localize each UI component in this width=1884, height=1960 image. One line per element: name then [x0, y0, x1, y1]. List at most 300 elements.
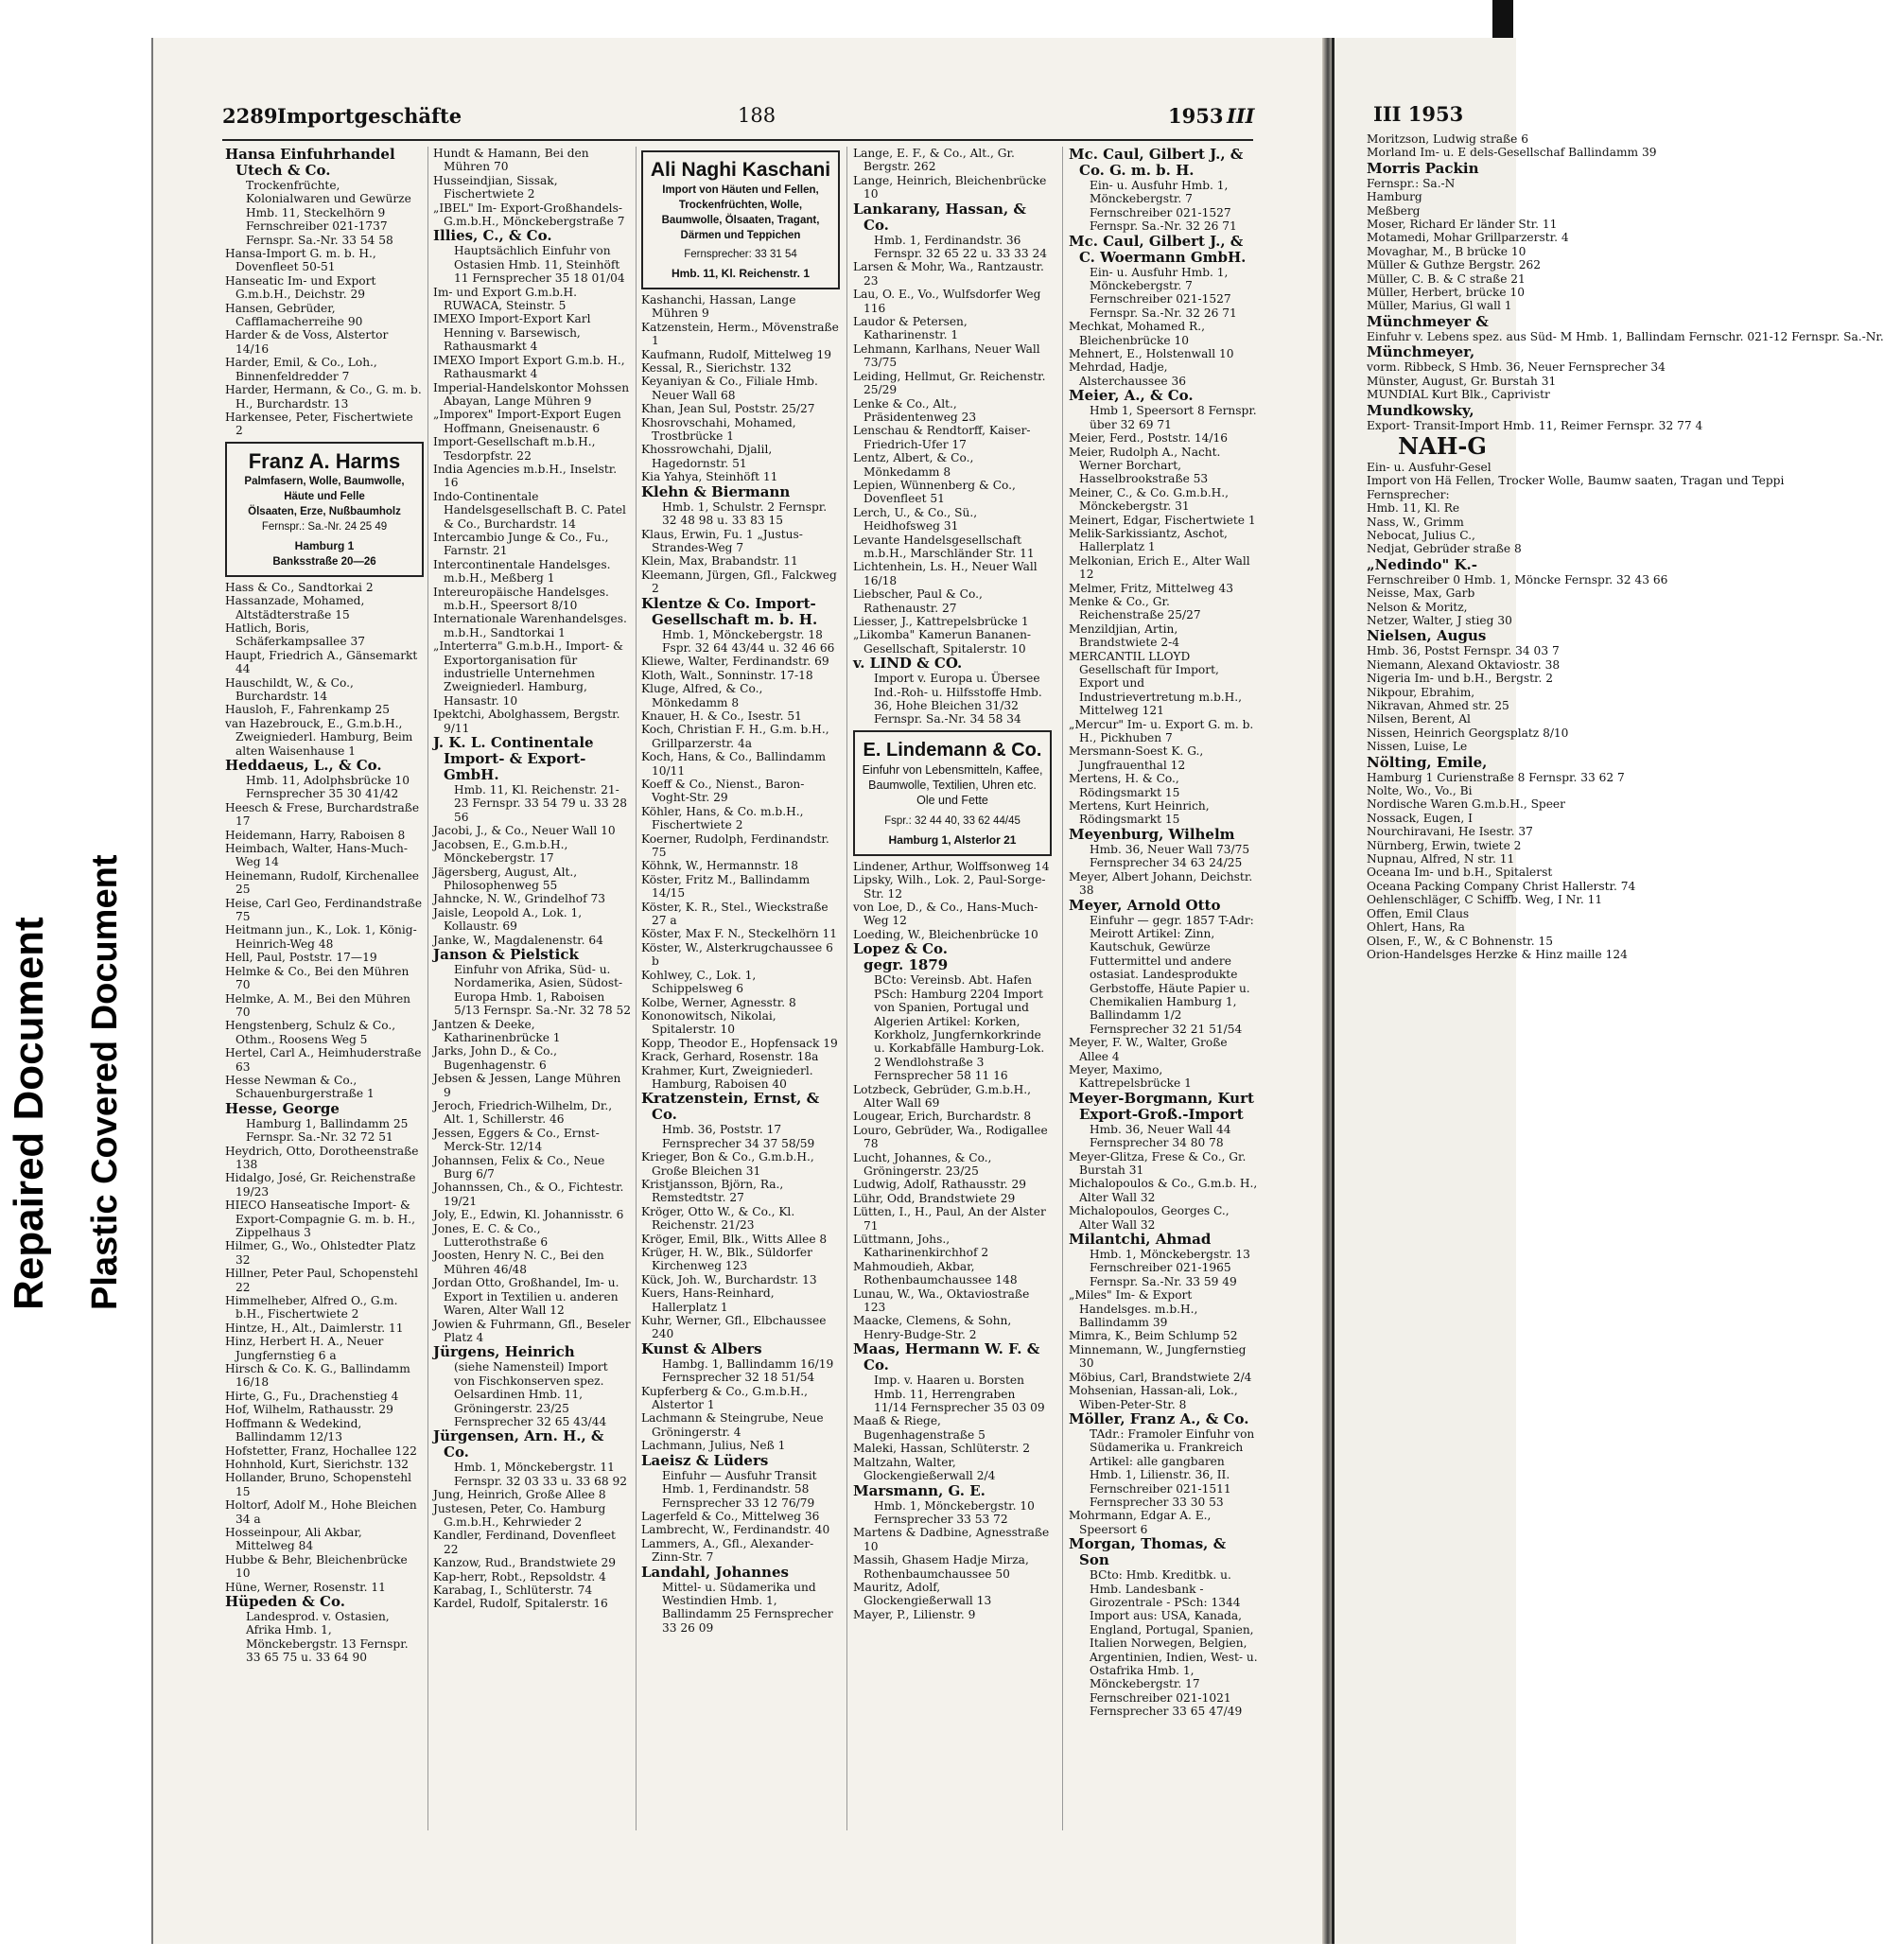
header-rule	[222, 139, 1253, 141]
listing: Imperial-Handelskontor Mohssen Abayan, Lange Mühren 9	[433, 380, 630, 408]
listing: Krieger, Bon & Co., G.m.b.H., Große Bleichen 31	[641, 1150, 814, 1178]
listing: Hirte, G., Fu., Drachenstieg 4	[225, 1389, 399, 1403]
listing-heading: Marsmann, G. E.	[853, 1481, 986, 1499]
listing: Loeding, W., Bleichenbrücke 10	[853, 927, 1038, 941]
listing: Hansa-Import G. m. b. H., Dovenfleet 50-51	[225, 247, 376, 274]
facing-listing: Nedjat, Gebrüder straße 8	[1367, 542, 1522, 556]
listing: Lütten, I., H., Paul, An der Alster 71	[853, 1205, 1046, 1233]
listing: HIECO Hanseatische Import- & Export-Compagnie G. m. b. H., Zippelhaus 3	[225, 1199, 415, 1239]
plastic-covered-stamp: Plastic Covered Document	[85, 854, 125, 1310]
listing: Michalopoulos, Georges C., Alter Wall 32	[1069, 1204, 1230, 1232]
listing: Köster, W., Alsterkrugchaussee 6 b	[641, 940, 833, 969]
listing: Jarks, John D., & Co., Bugenhagenstr. 6	[433, 1044, 558, 1072]
facing-listing: Netzer, Walter, J stieg 30	[1367, 613, 1512, 627]
listing: Möbius, Carl, Brandstwiete 2/4	[1069, 1370, 1252, 1384]
listing-detail: Einfuhr — gegr. 1857 T-Adr: Meirott Artikel: Zinn, Kautschuk, Gewürze Futtermittel und andere ostasiat. Landesprodukte Gerbstoffe, Häute Papier u. Chemikalien Hamburg 1, Ballindamm 1/2 Fernsprecher 32 21 51/54	[1090, 913, 1254, 1036]
listing-detail: Trockenfrüchte, Kolonialwaren und Gewürze Hmb. 11, Steckelhörn 9 Fernschreiber 021-1737 Fernspr. Sa.-Nr. 33 54 58	[246, 179, 411, 247]
listing: Mechkat, Mohamed R., Bleichenbrücke 10	[1069, 320, 1205, 347]
listing-heading: Klentze & Co. Import-Gesellschaft m. b. H.	[641, 594, 818, 628]
listing: Kashanchi, Hassan, Lange Mühren 9	[641, 293, 796, 321]
listing: Liebscher, Paul & Co., Rathenaustr. 27	[853, 587, 983, 615]
listing: Koerner, Rudolph, Ferdinandstr. 75	[641, 831, 829, 860]
listing: Hanseatic Im- und Export G.m.b.H., Deichstr. 29	[225, 273, 376, 302]
ad-address: Hamburg 1, Alsterlor 21	[888, 832, 1017, 847]
listing: Hirsch & Co. K. G., Ballindamm 16/18	[225, 1362, 410, 1390]
listing-detail: Hmb. 1, Mönckebergstr. 18 Fspr. 32 64 43/44 u. 32 46 66	[662, 627, 835, 655]
facing-listing: Hamburg 1 Curienstraße 8 Fernspr. 33 62 7	[1367, 770, 1625, 784]
facing-listing: Nielsen, Augus	[1367, 627, 1487, 645]
facing-listing: Morland Im- u. E dels-Gesellschaf Ballindamm 39	[1367, 146, 1657, 160]
facing-listing: Ohlert, Hans, Ra	[1367, 920, 1465, 935]
listing: Lichtenhein, Ls. H., Neuer Wall 16/18	[853, 560, 1038, 587]
listing-heading: Klehn & Biermann	[641, 482, 791, 500]
facing-listing: Hmb. 36, Postst Fernspr. 34 03 7	[1367, 644, 1560, 658]
listing: Hinz, Herbert H. A., Neuer Jungfernstieg 6 a	[225, 1335, 384, 1362]
listing-detail: Hmb. 1, Mönckebergstr. 13 Fernschreiber 021-1965 Fernspr. Sa.-Nr. 33 59 49	[1090, 1248, 1250, 1288]
listing-detail: Hmb. 1, Schulstr. 2 Fernspr. 32 48 98 u. 33 83 15	[662, 499, 828, 528]
listing: Mersmann-Soest K. G., Jungfrauenthal 12	[1069, 744, 1204, 772]
listing: Khossrowchahi, Djalil, Hagedornstr. 51	[641, 443, 773, 470]
listing: Minnemann, W., Jungfernstieg 30	[1069, 1342, 1247, 1371]
listing: Jones, E. C. & Co., Lutterothstraße 6	[433, 1221, 549, 1250]
listing: Meinert, Edgar, Fischertwiete 1	[1069, 513, 1256, 527]
listing: Maacke, Clemens, & Sohn, Henry-Budge-Str. 2	[853, 1314, 1012, 1341]
listing: Mauritz, Adolf, Glockengießerwall 13	[853, 1580, 992, 1608]
listing: Hollander, Bruno, Schopenstehl 15	[225, 1471, 412, 1498]
listing: Hausloh, F., Fahrenkamp 25	[225, 703, 391, 717]
ad-address: Hmb. 11, Kl. Reichenstr. 1	[671, 267, 811, 280]
facing-listing: Fernsprecher:	[1367, 487, 1450, 501]
listing: Kupferberg & Co., G.m.b.H., Alstertor 1	[641, 1384, 809, 1412]
advertisement-box	[853, 730, 1052, 856]
listing: „Imporex" Import-Export Eugen Hoffmann, Gneisenaustr. 6	[433, 408, 621, 435]
listing-detail: Imp. v. Haaren u. Borsten Hmb. 11, Herrengraben 11/14 Fernsprecher 35 03 09	[874, 1374, 1045, 1415]
ad-title: Franz A. Harms	[248, 448, 401, 473]
listing: „IBEL" Im- Export-Großhandels-G.m.b.H., Mönckebergstraße 7	[433, 201, 625, 229]
listing: Meiner, C., & Co. G.m.b.H., Mönckebergstr. 31	[1069, 485, 1229, 514]
ad-text: Palmfasern, Wolle, Baumwolle, Häute und Felle	[244, 475, 405, 502]
listing-heading: Kratzenstein, Ernst, & Co.	[641, 1090, 820, 1124]
listing: Mertens, H. & Co., Rödingsmarkt 15	[1069, 772, 1180, 799]
listing: Hatlich, Boris, Schäferkampsallee 37	[225, 621, 365, 649]
listing: Jeroch, Friedrich-Wilhelm, Dr., Alt. 1, Schillerstr. 46	[433, 1099, 613, 1127]
listing-heading: Meyer-Borgmann, Kurt Export-Groß.-Import	[1069, 1089, 1254, 1123]
listing-subheading: gegr. 1879	[864, 956, 949, 974]
listing: Kück, Joh. W., Burchardstr. 13	[641, 1272, 817, 1286]
facing-listing: Export- Transit-Import Hmb. 11, Reimer Fernspr. 32 77 4	[1367, 418, 1703, 432]
listing-heading: Heddaeus, L., & Co.	[225, 757, 382, 774]
listing: India Agencies m.b.H., Inselstr. 16	[433, 462, 618, 490]
listing: Meier, Rudolph A., Nacht. Werner Borchart, Hasselbrookstraße 53	[1069, 445, 1221, 486]
listing-heading: v. LIND & CO.	[853, 655, 963, 673]
listing: Khan, Jean Sul, Poststr. 25/27	[641, 402, 815, 416]
ad-phone: Fernspr.: Sa.-Nr. 24 25 49	[261, 520, 388, 533]
listing: Import-Gesellschaft m.b.H., Tesdorpfstr. 22	[433, 435, 596, 463]
listing: Internationale Warenhandelsges. m.b.H., Sandtorkai 1	[433, 612, 627, 639]
facing-listing: NAH-G	[1398, 431, 1487, 460]
listing: Heidemann, Harry, Raboisen 8	[225, 828, 406, 842]
facing-listing: Oceana Packing Company Christ Hallerstr. 74	[1367, 879, 1636, 893]
facing-listing: vorm. Ribbeck, S Hmb. 36, Neuer Fernsprecher 34	[1367, 360, 1666, 375]
listing-heading: Hansa Einfuhrhandel	[225, 146, 395, 163]
listing: Lachmann & Steingrube, Neue Gröningerstr. 4	[641, 1411, 824, 1439]
listing: Kononowitsch, Nikolai, Spitalerstr. 10	[641, 1008, 776, 1037]
facing-listing: Nölting, Emile,	[1367, 753, 1488, 771]
listing: Lange, Heinrich, Bleichenbrücke 10	[853, 173, 1047, 201]
listing-heading: Jürgensen, Arn. H., & Co.	[433, 1427, 604, 1461]
listing: Joosten, Henry N. C., Bei den Mühren 46/48	[433, 1249, 604, 1276]
listing: Köster, K. R., Stel., Wieckstraße 27 a	[641, 900, 829, 928]
listing-detail: Hmb. 1, Mönckebergstr. 10 Fernsprecher 33 53 72	[874, 1498, 1035, 1526]
facing-listing: Morris Packin	[1367, 159, 1479, 177]
listing-detail: Hmb. 36, Neuer Wall 44 Fernsprecher 34 80 78	[1090, 1122, 1231, 1150]
facing-listing: Nissen, Heinrich Georgsplatz 8/10	[1367, 726, 1569, 740]
listing: Michalopoulos & Co., G.m.b. H., Alter Wall 32	[1069, 1177, 1258, 1204]
listing: Menzildjian, Artin, Brandstwiete 2-4	[1069, 621, 1180, 650]
listing: Heesch & Frese, Burchardstraße 17	[225, 800, 420, 829]
listing-heading: Mc. Caul, Gilbert J., & C. Woermann GmbH.	[1069, 232, 1247, 266]
listing: Kleemann, Jürgen, Gfl., Falckweg 2	[641, 568, 837, 596]
listing: van Hazebrouck, E., G.m.b.H., Zweigniederl. Hamburg, Beim alten Waisenhause 1	[225, 716, 413, 758]
scan-margin	[0, 0, 151, 1960]
listing: Heise, Carl Geo, Ferdinandstraße 75	[225, 896, 423, 924]
volume: III	[1227, 104, 1255, 128]
facing-listing: Müller & Guthze Bergstr. 262	[1367, 258, 1542, 272]
listing: Intercontinentale Handelsges. m.b.H., Meßberg 1	[433, 557, 611, 586]
listing: Himmelheber, Alfred O., G.m. b.H., Fischertwiete 2	[225, 1294, 398, 1321]
facing-listing: Fernschreiber 0 Hmb. 1, Möncke Fernspr. 32 43 66	[1367, 572, 1668, 586]
listing-heading: Kunst & Albers	[641, 1339, 762, 1357]
facing-listing: Münster, August, Gr. Burstah 31	[1367, 374, 1557, 388]
listing-heading: Lankarany, Hassan, & Co.	[853, 200, 1026, 234]
listing: Knauer, H. & Co., Isestr. 51	[641, 709, 802, 723]
listing-detail: Einfuhr — Ausfuhr Transit Hmb. 1, Ferdinandstr. 58 Fernsprecher 33 12 76/79	[662, 1468, 817, 1510]
listing-detail: BCto: Vereinsb. Abt. Hafen PSch: Hamburg 2204 Import von Spanien, Portugal und Algerien Artikel: Korken, Korkholz, Jungfernkorkrinde u. Korkabfälle Hamburg-Lok. 2 Wendlohstraße 3 Fernsprecher 58 11 16	[874, 973, 1045, 1083]
facing-listing: Fernspr.: Sa.-N	[1367, 176, 1456, 190]
facing-listing: Nissen, Luise, Le	[1367, 740, 1468, 754]
listing: Lepien, Wünnenberg & Co., Dovenfleet 51	[853, 478, 1016, 506]
listing: Im- und Export G.m.b.H. RUWACA, Steinstr. 5	[433, 285, 578, 313]
listing: Heinemann, Rudolf, Kirchenallee 25	[225, 868, 420, 897]
facing-listing: Meßberg	[1367, 203, 1421, 218]
facing-listing: Nikpour, Ebrahim,	[1367, 685, 1475, 699]
facing-listing: Münchmeyer,	[1367, 343, 1475, 361]
listing: Krüger, H. W., Blk., Süldorfer Kirchenweg 123	[641, 1246, 812, 1273]
facing-listing: Orion-Handelsges Herzke & Hinz maille 124	[1367, 947, 1628, 961]
listing-detail: Landesprod. v. Ostasien, Afrika Hmb. 1, Mönckebergstr. 13 Fernspr. 33 65 75 u. 33 64 90	[246, 1609, 409, 1665]
listing: Kardel, Rudolf, Spitalerstr. 16	[433, 1597, 608, 1611]
listing-heading: Jürgens, Heinrich	[433, 1343, 575, 1361]
listing: Kuers, Hans-Reinhard, Hallerplatz 1	[641, 1286, 775, 1314]
listing: Jung, Heinrich, Große Allee 8	[433, 1488, 606, 1502]
listing: Ludwig, Adolf, Rathausstr. 29	[853, 1178, 1027, 1192]
listing: „Interterra" G.m.b.H., Import- & Exportorganisation für industrielle Unternehmen Zweigniederl. Hamburg, Hansastr. 10	[433, 639, 624, 708]
listing: Hertel, Carl A., Heimhuderstraße 63	[225, 1046, 422, 1074]
listing-detail: Hmb. 36, Neuer Wall 73/75 Fernsprecher 34 63 24/25	[1090, 842, 1250, 870]
listing: Meyer, F. W., Walter, Große Allee 4	[1069, 1036, 1228, 1063]
facing-listing: Nilsen, Berent, Al	[1367, 712, 1471, 726]
listing: Kandler, Ferdinand, Dovenfleet 22	[433, 1529, 616, 1556]
listing: Meier, Ferd., Poststr. 14/16	[1069, 431, 1228, 446]
listing: Mohrmann, Edgar A. E., Speersort 6	[1069, 1509, 1212, 1536]
facing-listing: Nelson & Moritz,	[1367, 600, 1468, 614]
listing-detail: Hauptsächlich Einfuhr von Ostasien Hmb. 11, Steinhöft 11 Fernsprecher 35 18 01/04	[454, 244, 625, 286]
facing-listing: Nebocat, Julius C.,	[1367, 528, 1475, 542]
column-4	[853, 147, 1052, 1897]
listing-heading: Hesse, George	[225, 1099, 340, 1117]
facing-listing: Import von Hä Fellen, Trocker Wolle, Baumw saaten, Tragan und Teppi	[1367, 474, 1785, 488]
facing-listing: Müller, C. B. & C straße 21	[1367, 271, 1526, 286]
listing-detail: (siehe Namensteil) Import von Fischkonserven spez. Oelsardinen Hmb. 11, Gröningerstr. 23/25 Fernsprecher 32 65 43/44	[454, 1360, 608, 1428]
listing: Jaisle, Leopold A., Lok. 1, Kollaustr. 69	[433, 905, 583, 934]
listing: Kluge, Alfred, & Co., Mönkedamm 8	[641, 682, 763, 709]
listing-detail: Hmb. 1, Mönckebergstr. 11 Fernspr. 32 03 33 u. 33 68 92	[454, 1461, 627, 1488]
listing: Husseindjian, Sissak, Fischertwiete 2	[433, 173, 558, 201]
facing-page-column	[1367, 132, 1884, 1930]
repaired-document-stamp: Repaired Document	[6, 917, 52, 1310]
listing: Heitmann jun., K., Lok. 1, König-Heinrich-Weg 48	[225, 923, 417, 951]
advertisement-box	[641, 150, 840, 289]
facing-listing: Hmb. 11, Kl. Re	[1367, 501, 1460, 516]
listing-heading: J. K. L. Continentale Import- & Export-GmbH.	[433, 734, 594, 784]
listing: Jowien & Fuhrmann, Gfl., Beseler Platz 4	[433, 1317, 631, 1344]
ad-title: Ali Naghi Kaschani	[650, 159, 831, 181]
listing: Köster, Fritz M., Ballindamm 14/15	[641, 872, 811, 901]
advertisement-box	[225, 442, 424, 577]
column-1	[225, 147, 424, 1897]
listing: Lachmann, Julius, Neß 1	[641, 1439, 786, 1453]
facing-listing: Oceana Im- und b.H., Spitalerst	[1367, 866, 1553, 880]
listing: Köhler, Hans, & Co. m.b.H., Fischertwiete 2	[641, 804, 804, 832]
listing-detail: Ein- u. Ausfuhr Hmb. 1, Mönckebergstr. 7 Fernschreiber 021-1527 Fernspr. Sa.-Nr. 32 26 71	[1090, 179, 1237, 234]
listing: Helmke, A. M., Bei den Mühren 70	[225, 991, 411, 1019]
listing-heading: Milantchi, Ahmad	[1069, 1231, 1212, 1249]
listing: Hubbe & Behr, Bleichenbrücke 10	[225, 1552, 408, 1581]
facing-listing: Nolte, Wo., Vo., Bi	[1367, 784, 1473, 798]
listing: Kanzow, Rud., Brandstwiete 29	[433, 1556, 617, 1570]
listing: Köster, Max F. N., Steckelhörn 11	[641, 927, 838, 941]
listing: Hofstetter, Franz, Hochallee 122	[225, 1444, 417, 1458]
facing-listing: Nikravan, Ahmed str. 25	[1367, 699, 1509, 712]
facing-listing: MUNDIAL Kurt Blk., Caprivistr	[1367, 388, 1550, 402]
listing-heading: Utech & Co.	[236, 162, 331, 179]
facing-listing: Münchmeyer &	[1367, 312, 1489, 330]
facing-listing: Mundkowsky,	[1367, 401, 1474, 419]
listing: Mertens, Kurt Heinrich, Rödingsmarkt 15	[1069, 799, 1210, 827]
listing: Mehrdad, Hadje, Alsterchaussee 36	[1069, 360, 1186, 388]
ad-title: E. Lindemann & Co.	[863, 739, 1042, 761]
facing-listing: „Nedindo" K.-	[1367, 555, 1477, 573]
listing: Hansen, Gebrüder, Cafflamacherreihe 90	[225, 301, 363, 329]
listing: Intereuropäische Handelsges. m.b.H., Speersort 8/10	[433, 585, 609, 612]
listing: Koeff & Co., Nienst., Baron-Voght-Str. 29	[641, 778, 805, 805]
facing-listing: Movaghar, M., B brücke 10	[1367, 244, 1526, 258]
column-divider	[1062, 147, 1063, 1830]
listing: von Loe, D., & Co., Hans-Much-Weg 12	[853, 901, 1038, 928]
listing: Lühr, Odd, Brandstwiete 29	[853, 1191, 1016, 1205]
ad-address: Banksstraße 20—26	[272, 555, 376, 568]
listing-heading: Hüpeden & Co.	[225, 1592, 345, 1610]
listing: IMEXO Import-Export Karl Henning v. Barsewisch, Rathausmarkt 4	[433, 312, 591, 354]
listing: Meyer, Maximo, Kattrepelsbrücke 1	[1069, 1062, 1192, 1091]
listing: Kolbe, Werner, Agnesstr. 8	[641, 995, 796, 1009]
listing: Krahmer, Kurt, Zweigniederl. Hamburg, Raboisen 40	[641, 1063, 813, 1091]
listing: Harder, Emil, & Co., Loh., Binnenfeldredder 7	[225, 356, 377, 383]
listing: Heydrich, Otto, Dorotheenstraße 138	[225, 1144, 419, 1171]
listing-detail: Import v. Europa u. Übersee Ind.-Roh- u. Hilfsstoffe Hmb. 36, Hohe Bleichen 31/32 Fernspr. Sa.-Nr. 34 58 34	[874, 672, 1042, 726]
listing: Jägersberg, August, Alt., Philosophenweg 55	[433, 865, 578, 892]
listing: „Likomba" Kamerun Bananen-Gesellschaft, Spitalerstr. 10	[853, 628, 1032, 656]
listing: Lentz, Albert, & Co., Mönkedamm 8	[853, 451, 974, 479]
facing-page-header: III 1953	[1373, 102, 1464, 126]
listing-detail: Einfuhr von Afrika, Süd- u. Nordamerika, Asien, Südost-Europa Hmb. 1, Raboisen 5/13 Fernspr. Sa.-Nr. 32 78 52	[454, 962, 631, 1018]
page-header	[222, 104, 1253, 132]
facing-listing: Nordische Waren G.m.b.H., Speer	[1367, 797, 1565, 812]
listing: Hidalgo, José, Gr. Reichenstraße 19/23	[225, 1171, 416, 1199]
listing: Hauschildt, W., & Co., Burchardstr. 14	[225, 675, 354, 703]
scan-top-margin	[151, 0, 1513, 38]
listing: Klaus, Erwin, Fu. 1 „Justus-Strandes-Weg 7	[641, 527, 803, 554]
listing-detail: Hambg. 1, Ballindamm 16/19 Fernsprecher 32 18 51/54	[662, 1356, 834, 1385]
listing: Maaß & Riege, Bugenhagenstraße 5	[853, 1414, 986, 1442]
page-number: 2289	[222, 104, 278, 128]
listing: Haupt, Friedrich A., Gänsemarkt 44	[225, 648, 418, 676]
facing-listing: Offen, Emil Claus	[1367, 906, 1470, 920]
listing: Holtorf, Adolf M., Hohe Bleichen 34 a	[225, 1498, 417, 1526]
listing: Maltzahn, Walter, Glockengießerwall 2/4	[853, 1455, 996, 1483]
listing-detail: Hamburg 1, Ballindamm 25 Fernspr. Sa.-Nr. 32 72 51	[246, 1116, 409, 1145]
listing: Mohsenian, Hassan-ali, Lok., Wiben-Peter-Str. 8	[1069, 1384, 1238, 1411]
column-5	[1069, 147, 1258, 1897]
listing: Janke, W., Magdalenenstr. 64	[433, 933, 603, 947]
listing: Kuhr, Werner, Gfl., Elbchaussee 240	[641, 1314, 827, 1341]
listing: Justesen, Peter, Co. Hamburg G.m.b.H., Kehrwieder 2	[433, 1501, 606, 1529]
listing: Ipektchi, Abolghassem, Bergstr. 9/11	[433, 708, 620, 735]
listing: Jantzen & Deeke, Katharinenbrücke 1	[433, 1017, 561, 1044]
listing: Kessal, R., Sierichstr. 132	[641, 361, 792, 376]
listing-heading: Möller, Franz A., & Co.	[1069, 1409, 1249, 1427]
listing-heading: Mc. Caul, Gilbert J., & Co. G. m. b. H.	[1069, 146, 1244, 179]
listing: MERCANTIL LLOYD Gesellschaft für Import, Export und Industrievertretung m.b.H., Mittelweg 121	[1069, 649, 1243, 718]
listing: Lenschau & Rendtorff, Kaiser-Friedrich-Ufer 17	[853, 424, 1031, 451]
listing: Harder & de Voss, Alstertor 14/16	[225, 328, 389, 356]
listing-heading: Meyer, Arnold Otto	[1069, 896, 1221, 914]
facing-listing: Hamburg	[1367, 190, 1422, 204]
listing: Lehmann, Karlhans, Neuer Wall 73/75	[853, 341, 1040, 370]
listing: Jordan Otto, Großhandel, Im- u. Export in Textilien u. anderen Waren, Alter Wall 12	[433, 1276, 619, 1318]
listing: Hilmer, G., Wo., Ohlstedter Platz 32	[225, 1239, 416, 1267]
listing: Johannssen, Ch., & O., Fichtestr. 19/21	[433, 1181, 624, 1208]
listing: Khosrovschahi, Mohamed, Trostbrücke 1	[641, 415, 796, 444]
facing-listing: Nupnau, Alfred, N str. 11	[1367, 852, 1515, 866]
listing-detail: Hmb. 11, Kl. Reichenstr. 21-23 Fernspr. 33 54 79 u. 33 28 56	[454, 783, 627, 824]
listing: Laudor & Petersen, Katharinenstr. 1	[853, 315, 968, 342]
listing: Lammers, A., Gfl., Alexander-Zinn-Str. 7	[641, 1536, 814, 1565]
listing: Massih, Ghasem Hadje Mirza, Rothenbaumchaussee 50	[853, 1553, 1029, 1581]
listing: Menke & Co., Gr. Reichenstraße 25/27	[1069, 594, 1201, 622]
listing: Melik-Sarkissiantz, Aschot, Hallerplatz 1	[1069, 526, 1228, 554]
listing: Jessen, Eggers & Co., Ernst-Merck-Str. 12/14	[433, 1126, 600, 1154]
ad-city: Hamburg 1	[294, 538, 355, 552]
listing: Lenke & Co., Alt., Präsidentenweg 23	[853, 396, 977, 424]
listing-heading: Maas, Hermann W. F. & Co.	[853, 1340, 1040, 1374]
listing: Kloth, Walt., Sonninstr. 17-18	[641, 668, 813, 682]
listing: Johannsen, Felix & Co., Neue Burg 6/7	[433, 1153, 605, 1181]
ad-phone: Fernsprecher: 33 31 54	[684, 249, 797, 260]
listing: Jacobi, J., & Co., Neuer Wall 10	[433, 824, 616, 838]
listing-detail: Mittel- u. Südamerika und Westindien Hmb. 1, Ballindamm 25 Fernsprecher 33 26 09	[662, 1580, 833, 1635]
listing: Lucht, Johannes, & Co., Gröningerstr. 23/25	[853, 1150, 992, 1178]
listing: Kap-herr, Robt., Repsoldstr. 4	[433, 1569, 606, 1584]
listing: Lindener, Arthur, Wolffsonweg 14	[853, 859, 1050, 873]
ad-text: Import von Häuten und Fellen, Trockenfrüchten, Wolle, Baumwolle, Ölsaaten, Tragant, Därmen und Teppichen	[661, 184, 820, 241]
listing: Liesser, J., Kattrepelsbrücke 1	[853, 615, 1029, 628]
listing: Krack, Gerhard, Rosenstr. 18a	[641, 1050, 819, 1064]
facing-listing: Einfuhr v. Lebens spez. aus Süd- M Hmb. 1, Ballindam Fernschr. 021-12 Fernspr. Sa.-Nr.	[1367, 329, 1884, 343]
listing: Larsen & Mohr, Wa., Rantzaustr. 23	[853, 260, 1044, 288]
facing-listing: Motamedi, Mohar Grillparzerstr. 4	[1367, 231, 1569, 245]
listing: Mimra, K., Beim Schlump 52	[1069, 1329, 1238, 1343]
listing: Katzenstein, Herm., Mövenstraße 1	[641, 320, 839, 348]
ad-text: Ölsaaten, Erze, Nußbaumholz	[248, 505, 401, 517]
facing-listing: Müller, Herbert, brücke 10	[1367, 286, 1526, 300]
listing: Hoffmann & Wedekind, Ballindamm 12/13	[225, 1416, 362, 1444]
listing-heading: Illies, C., & Co.	[433, 227, 552, 245]
listing: Levante Handelsgesellschaft m.b.H., Marschländer Str. 11	[853, 533, 1035, 560]
listing: Hesse Newman & Co., Schauenburgerstraße 1	[225, 1073, 375, 1101]
facing-listing: Olsen, F., W., & C Bohnenstr. 15	[1367, 934, 1554, 948]
listing-heading: Meier, A., & Co.	[1069, 387, 1194, 405]
listing: Indo-Continentale Handelsgesellschaft B. C. Patel & Co., Burchardstr. 14	[433, 489, 626, 531]
facing-listing: Niemann, Alexand Oktaviostr. 38	[1367, 657, 1561, 672]
listing: Jebsen & Jessen, Lange Mühren 9	[433, 1072, 621, 1099]
listing: Helmke & Co., Bei den Mühren 70	[225, 964, 410, 992]
column-divider	[846, 147, 847, 1830]
facing-listing: Nossack, Eugen, I	[1367, 811, 1473, 825]
listing: Hüne, Werner, Rosenstr. 11	[225, 1580, 386, 1594]
listing: Lau, O. E., Vo., Wulfsdorfer Weg 116	[853, 288, 1041, 315]
listing: Hosseinpour, Ali Akbar, Mittelweg 84	[225, 1525, 362, 1553]
listing: Lerch, U., & Co., Sü., Heidhofsweg 31	[853, 505, 978, 534]
listing-heading: Meyenburg, Wilhelm	[1069, 825, 1235, 843]
listing: Lagerfeld & Co., Mittelweg 36	[641, 1509, 820, 1523]
facing-listing: Moser, Richard Er länder Str. 11	[1367, 218, 1558, 232]
listing: Kaufmann, Rudolf, Mittelweg 19	[641, 347, 831, 361]
column-divider	[636, 147, 637, 1830]
listing: Hell, Paul, Poststr. 17—19	[225, 951, 377, 965]
listing: Maleki, Hassan, Schlüterstr. 2	[853, 1442, 1031, 1456]
listing: Hass & Co., Sandtorkai 2	[225, 580, 374, 594]
listing-heading: Morgan, Thomas, & Son	[1069, 1535, 1227, 1569]
listing: Martens & Dadbine, Agnesstraße 10	[853, 1526, 1050, 1553]
listing: Hassanzade, Mohamed, Altstädterstraße 15	[225, 594, 365, 621]
listing: Köhnk, W., Hermannstr. 18	[641, 859, 799, 873]
listing: Lotzbeck, Gebrüder, G.m.b.H., Alter Wall 69	[853, 1082, 1032, 1110]
listing: Lipsky, Wilh., Lok. 2, Paul-Sorge-Str. 12	[853, 873, 1046, 901]
listing: Kröger, Emil, Blk., Witts Allee 8	[641, 1232, 828, 1246]
listing: „Mercur" Im- u. Export G. m. b. H., Pickhuben 7	[1069, 717, 1254, 745]
listing: Mayer, P., Lilienstr. 9	[853, 1607, 976, 1621]
listing: Lunau, W., Wa., Oktaviostraße 123	[853, 1286, 1030, 1315]
listing: Joly, E., Edwin, Kl. Johannisstr. 6	[433, 1208, 624, 1222]
listing-detail: BCto: Hmb. Kreditbk. u. Hmb. Landesbank - Girozentrale - PSch: 1344 Import aus: USA, Kanada, England, Portugal, Spanien, Italien Norwegen, Belgien, Argentinien, Indien, West- u. Ostafrika Hmb. 1, Mönckebergstr. 17 Fernschreiber 021-1021 Fernsprecher 33 65 47/49	[1090, 1568, 1258, 1719]
listing: Kröger, Otto W., & Co., Kl. Reichenstr. 21/23	[641, 1204, 795, 1233]
listing: Keyaniyan & Co., Filiale Hmb. Neuer Wall 68	[641, 375, 818, 402]
listing: Hintze, H., Alt., Daimlerstr. 11	[225, 1321, 404, 1335]
listing: Klein, Max, Brabandstr. 11	[641, 554, 798, 569]
listing: Mehnert, E., Holstenwall 10	[1069, 347, 1234, 361]
listing-detail: Ein- u. Ausfuhr Hmb. 1, Mönckebergstr. 7 Fernschreiber 021-1527 Fernspr. Sa.-Nr. 32 26 71	[1090, 265, 1237, 320]
